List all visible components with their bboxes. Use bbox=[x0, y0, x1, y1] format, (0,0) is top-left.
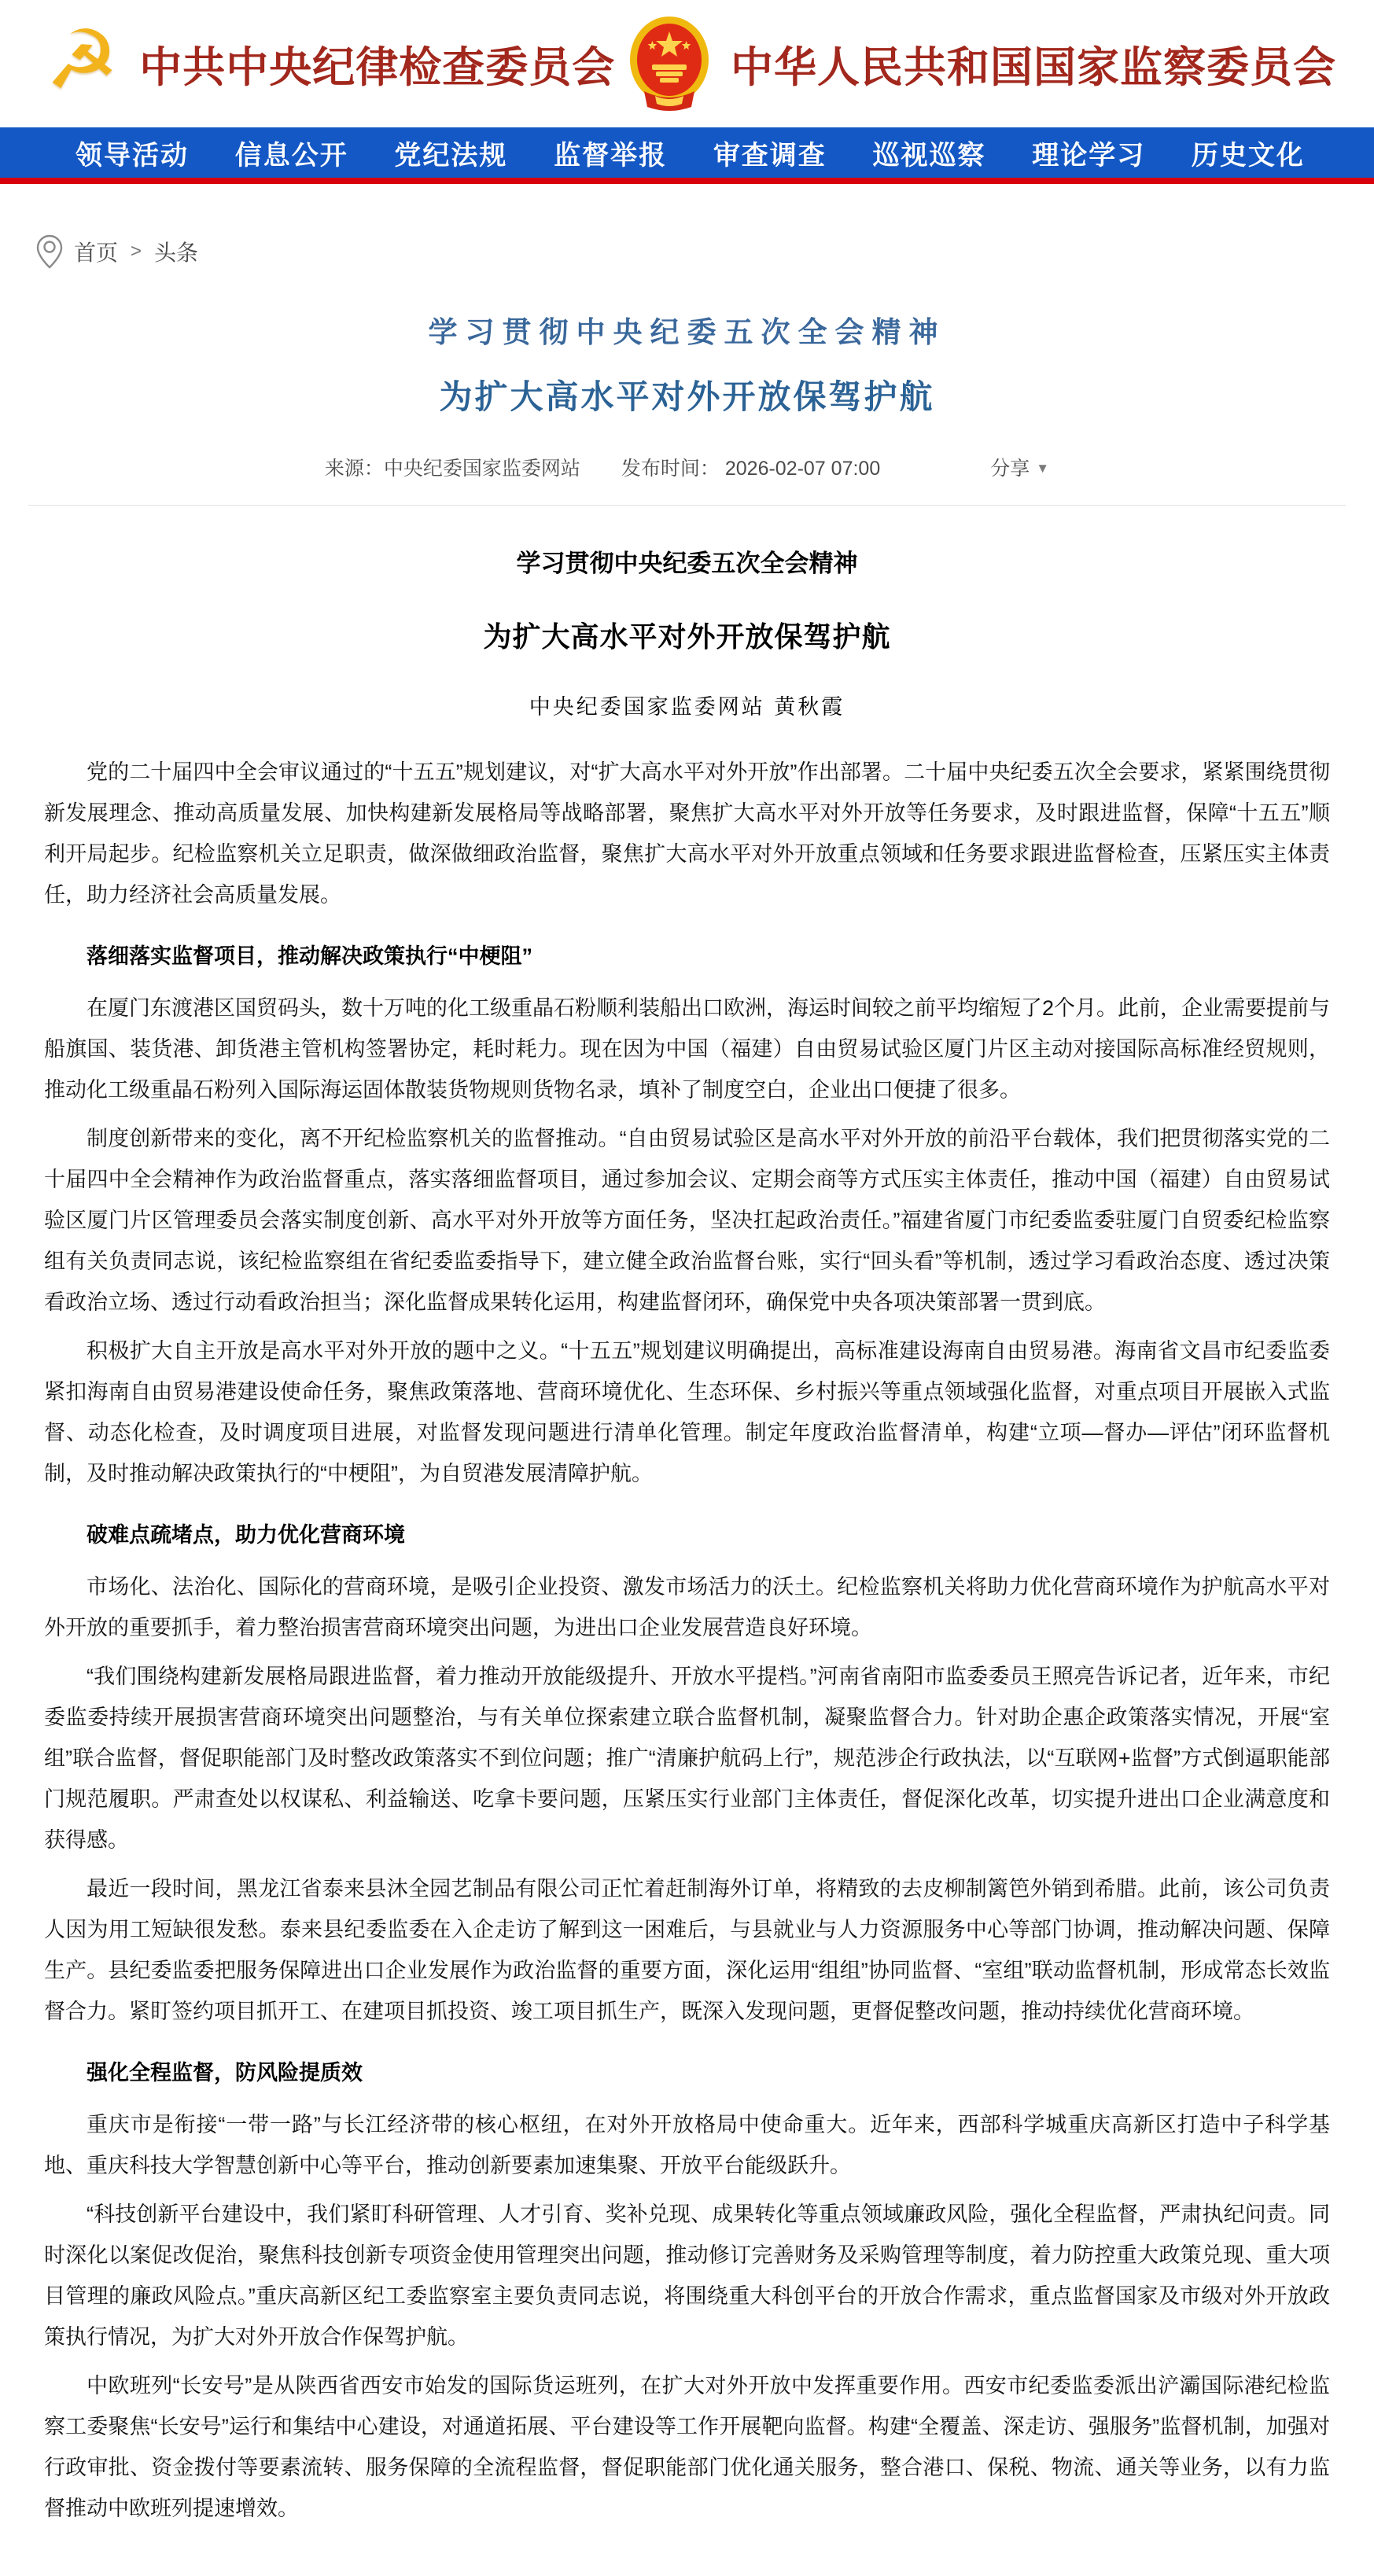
article-paragraph: “我们围绕构建新发展格局跟进监督，着力推动开放能级提升、开放水平提档。”河南省南阳市监委委员王照亮告诉记者，近年来，市纪委监委持续开展损害营商环境突出问题整治，与有关单位探索建立联合监督机制，凝聚监督合力。针对助企惠企政策落实情况，开展“室组”联合监督，督促职能部门及时整改政策落实不到位问题；推广“清廉护航码上行”，规范涉企行政执法，以“互联网+监督”方式倒逼职能部门规范履职。严肃查处以权谋私、利益输送、吃拿卡要问题，压紧压实行业部门主体责任，督促深化改革，切实提升进出口企业满意度和获得感。 bbox=[44, 1665, 1330, 1852]
article-paragraph: 在厦门东渡港区国贸码头，数十万吨的化工级重晶石粉顺利装船出口欧洲，海运时间较之前平均缩短了2个月。此前，企业需要提前与船旗国、装货港、卸货港主管机构签署协定，耗时耗力。现在因为中国（福建）自由贸易试验区厦门片区主动对接国际高标准经贸规则，推动化工级重晶石粉列入国际海运固体散装货物规则货物名录，填补了制度空白，企业出口便捷了很多。 bbox=[44, 996, 1331, 1102]
article-paragraph: 积极扩大自主开放是高水平对外开放的题中之义。“十五五”规划建议明确提出，高标准建设海南自由贸易港。海南省文昌市纪委监委紧扣海南自由贸易港建设使命任务，聚焦政策落地、营商环境优化、生态环保、乡村振兴等重点领域强化监督，对重点项目开展嵌入式监督、动态化检查，及时调度项目进展，对监督发现问题进行清单化管理。制定年度政治监督清单，构建“立项—督办—评估”闭环监督机制，及时推动解决政策执行的“中梗阻”，为自贸港发展清障护航。 bbox=[44, 1339, 1330, 1485]
nsc-home-link[interactable] bbox=[628, 16, 1336, 112]
article-paragraph: 最近一段时间，黑龙江省泰来县沐全园艺制品有限公司正忙着赶制海外订单，将精致的去皮柳制篱笆外销到希腊。此前，该公司负责人因为用工短缺很发愁。泰来县纪委监委在入企走访了解到这一困难后，与县就业与人力资源服务中心等部门协调，推动解决问题、保障生产。县纪委监委把服务保障进出口企业发展作为政治监督的重要方面，深化运用“组组”协同监督、“室组”联动监督机制，形成常态长效监督合力。紧盯签约项目抓开工、在建项目抓投资、竣工项目抓生产，既深入发现问题，更督促整改问题，推动持续优化营商环境。 bbox=[44, 1877, 1330, 2023]
header-divider bbox=[28, 505, 1346, 506]
nav-item-leadership-activities[interactable]: 领导活动 bbox=[76, 140, 189, 171]
article-inner-subtitle: 学习贯彻中央纪委五次全会精神 bbox=[516, 550, 858, 577]
article-paragraph: 重庆市是衔接“一带一路”与长江经济带的核心枢纽，在对外开放格局中使命重大。近年来，西部科学城重庆高新区打造中子科学基地、重庆科技大学智慧创新中心等平台，推动创新要素加速集聚、开放平台能级跃升。 bbox=[44, 2113, 1330, 2177]
article-paragraph: “科技创新平台建设中，我们紧盯科研管理、人才引育、奖补兑现、成果转化等重点领域廉政风险，强化全程监督，严肃执纪问责。同时深化以案促改促治，聚焦科技创新专项资金使用管理突出问题，推动修订完善财务及采购管理等制度，着力防控重大政策兑现、重大项目管理的廉政风险点。”重庆高新区纪工委监察室主要负责同志说，将围绕重大科创平台的开放合作需求，重点监督国家及市级对外开放政策执行情况，为扩大对外开放合作保驾护航。 bbox=[44, 2202, 1330, 2349]
site-header bbox=[0, 0, 1374, 127]
breadcrumb-home[interactable]: 首页 bbox=[74, 241, 119, 265]
article-paragraph: 党的二十届四中全会审议通过的“十五五”规划建议，对“扩大高水平对外开放”作出部署。二十届中央纪委五次全会要求，紧紧围绕贯彻新发展理念、推动高质量发展、加快构建新发展格局等战略部署，聚焦扩大高水平对外开放等任务要求，及时跟进监督，保障“十五五”顺利开局起步。纪检监察机关立足职责，做深做细政治监督，聚焦扩大高水平对外开放重点领域和任务要求跟进监督检查，压紧压实主体责任，助力经济社会高质量发展。 bbox=[44, 760, 1330, 907]
party-emblem-icon: ☭ bbox=[46, 15, 120, 106]
main-nav bbox=[0, 127, 1374, 178]
article-paragraph: 制度创新带来的变化，离不开纪检监察机关的监督推动。“自由贸易试验区是高水平对外开放的前沿平台载体，我们把贯彻落实党的二十届四中全会精神作为政治监督重点，落实落细监督项目，通过参加会议、定期会商等方式压实主体责任，推动中国（福建）自由贸易试验区厦门片区管理委员会落实制度创新、高水平对外开放等方面任务，坚决扛起政治责任。”福建省厦门市纪委监委驻厦门自贸委纪检监察组有关负责同志说，该纪检监察组在省纪委监委指导下，建立健全政治监督台账，实行“回头看”等机制，透过学习看政治态度、透过决策看政治立场、透过行动看政治担当；深化监督成果转化运用，构建监督闭环，确保党中央各项决策部署一贯到底。 bbox=[44, 1127, 1330, 1314]
nav-item-party-discipline-regulations[interactable]: 党纪法规 bbox=[394, 140, 508, 171]
section-heading: 落细落实监督项目，推动解决政策执行“中梗阻” bbox=[87, 944, 532, 968]
article-publish-time: 发布时间： 2026-02-07 07:00 bbox=[621, 458, 881, 480]
ccdi-home-link[interactable] bbox=[46, 15, 616, 106]
share-label: 分享 bbox=[990, 458, 1030, 480]
article-inner-title: 为扩大高水平对外开放保驾护航 bbox=[483, 620, 891, 653]
red-stripe-divider bbox=[0, 178, 1374, 184]
national-emblem-icon bbox=[628, 16, 710, 112]
article-paragraph: 市场化、法治化、国际化的营商环境，是吸引企业投资、激发市场活力的沃土。纪检监察机关将助力优化营商环境作为护航高水平对外开放的重要抓手，着力整治损害营商环境突出问题，为进出口企业发展营造良好环境。 bbox=[44, 1575, 1330, 1639]
ccdi-title: 中共中央纪律检查委员会 bbox=[139, 43, 616, 91]
breadcrumb bbox=[0, 184, 1374, 269]
breadcrumb-current[interactable]: 头条 bbox=[154, 241, 199, 265]
main-content bbox=[0, 308, 1374, 2576]
article-head bbox=[0, 308, 1374, 506]
caret-down-icon: ▼ bbox=[1036, 461, 1050, 476]
location-pin-icon bbox=[36, 234, 63, 269]
nav-item-inspection-tours[interactable]: 巡视巡察 bbox=[872, 140, 986, 171]
article-title: 为扩大高水平对外开放保驾护航 bbox=[439, 378, 935, 415]
nav-item-review-investigation[interactable]: 审查调查 bbox=[713, 140, 827, 171]
breadcrumb-separator: > bbox=[131, 241, 142, 262]
nsc-title: 中华人民共和国国家监察委员会 bbox=[731, 43, 1336, 91]
article-source: 来源：中央纪委国家监委网站 bbox=[324, 458, 580, 480]
article-body bbox=[0, 543, 1374, 2576]
article-meta bbox=[0, 453, 1374, 481]
section-heading: 破难点疏堵点，助力优化营商环境 bbox=[87, 1523, 405, 1547]
article-subtitle: 学习贯彻中央纪委五次全会精神 bbox=[428, 315, 946, 349]
article-content bbox=[44, 752, 1330, 2576]
nav-item-information-disclosure[interactable]: 信息公开 bbox=[234, 140, 348, 171]
nav-item-history-culture[interactable]: 历史文化 bbox=[1191, 140, 1305, 171]
nav-item-supervision-reporting[interactable]: 监督举报 bbox=[554, 140, 668, 171]
article-paragraph: 中欧班列“长安号”是从陕西省西安市始发的国际货运班列，在扩大对外开放中发挥重要作用。西安市纪委监委派出浐灞国际港纪检监察工委聚焦“长安号”运行和集结中心建设，对通道拓展、平台建设等工作开展靶向监督。构建“全覆盖、深走访、强服务”监督机制，加强对行政审批、资金拨付等要素流转、服务保障的全流程监督，督促职能部门优化通关服务，整合港口、保税、物流、通关等业务，以有力监督推动中欧班列提速增效。 bbox=[44, 2374, 1330, 2520]
section-heading: 强化全程监督，防风险提质效 bbox=[87, 2061, 363, 2085]
article-byline: 中央纪委国家监委网站 黄秋霞 bbox=[529, 695, 845, 719]
share-button[interactable] bbox=[990, 453, 1049, 481]
nav-item-theory-study[interactable]: 理论学习 bbox=[1032, 140, 1146, 171]
